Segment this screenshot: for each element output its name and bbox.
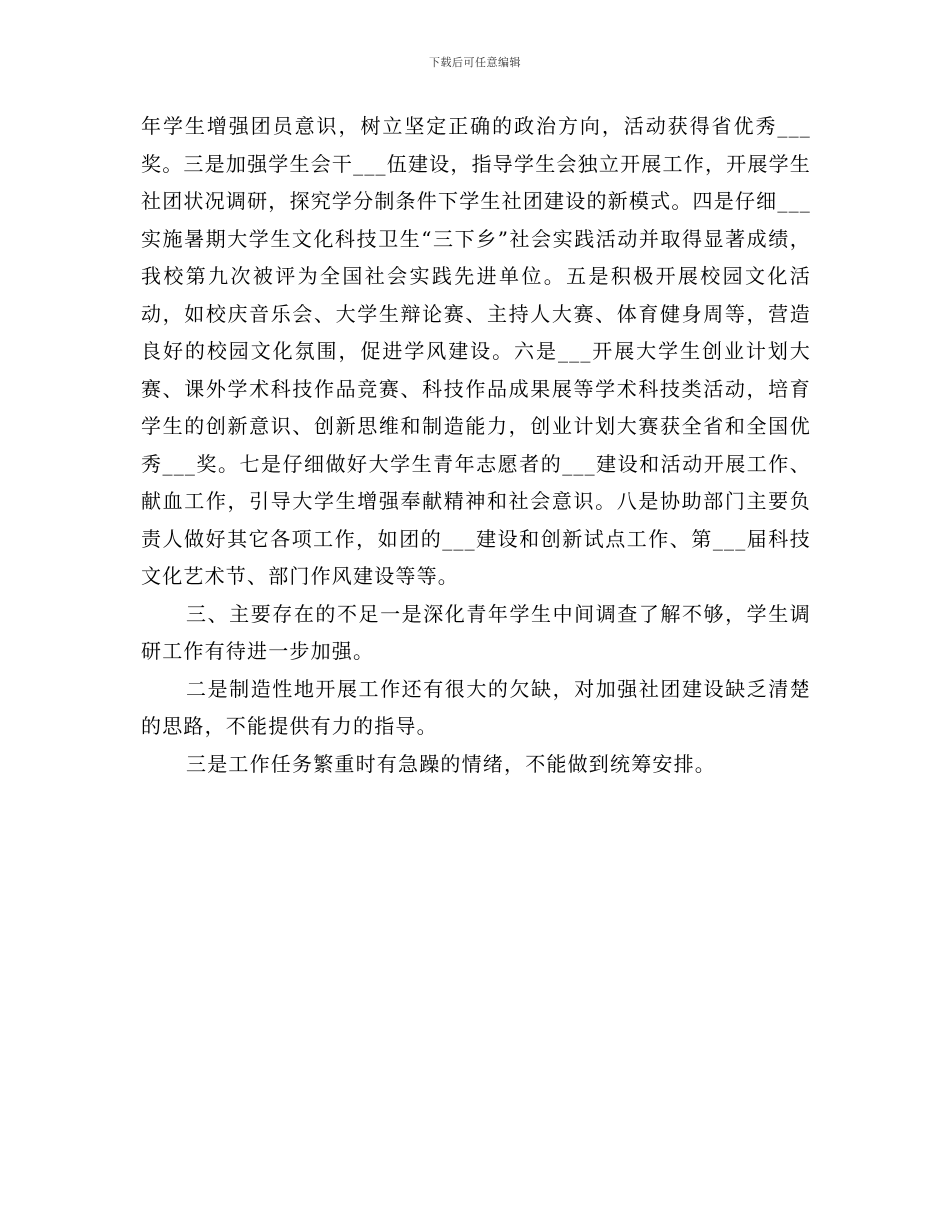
paragraph-shortcomings-heading: 三、主要存在的不足一是深化青年学生中间调查了解不够，学生调研工作有待进一步加强。 (141, 601, 811, 663)
page-header: 下载后可任意编辑 (429, 56, 521, 69)
paragraph-continuation: 年学生增强团员意识，树立坚定正确的政治方向，活动获得省优秀___奖。三是加强学生会干___伍建设，指导学生会独立开展工作，开展学生社团状况调研，探究学分制条件下学生社团建设的新模式。四是仔细___实施暑期大学生文化科技卫生“三下乡”社会实践活动并取得显著成绩，我校第九次被评为全国社会实践先进单位。五是积极开展校园文化活动，如校庆音乐会、大学生辩论赛、主持人大赛、体育健身周等，营造良好的校园文化氛围，促进学风建设。六是___开展大学生创业计划大赛、课外学术科技作品竞赛、科技作品成果展等学术科技类活动，培育学生的创新意识、创新思维和制造能力，创业计划大赛获全省和全国优秀___奖。七是仔细做好大学生青年志愿者的___建设和活动开展工作、献血工作，引导大学生增强奉献精神和社会意识。八是协助部门主要负责人做好其它各项工作，如团的___建设和创新试点工作、第___届科技文化艺术节、部门作风建设等等。 (141, 114, 811, 588)
paragraph-shortcoming-two: 二是制造性地开展工作还有很大的欠缺，对加强社团建设缺乏清楚的思路，不能提供有力的指导。 (141, 676, 811, 738)
document-body (141, 108, 811, 783)
paragraph-shortcoming-three: 三是工作任务繁重时有急躁的情绪，不能做到统筹安排。 (186, 751, 716, 776)
